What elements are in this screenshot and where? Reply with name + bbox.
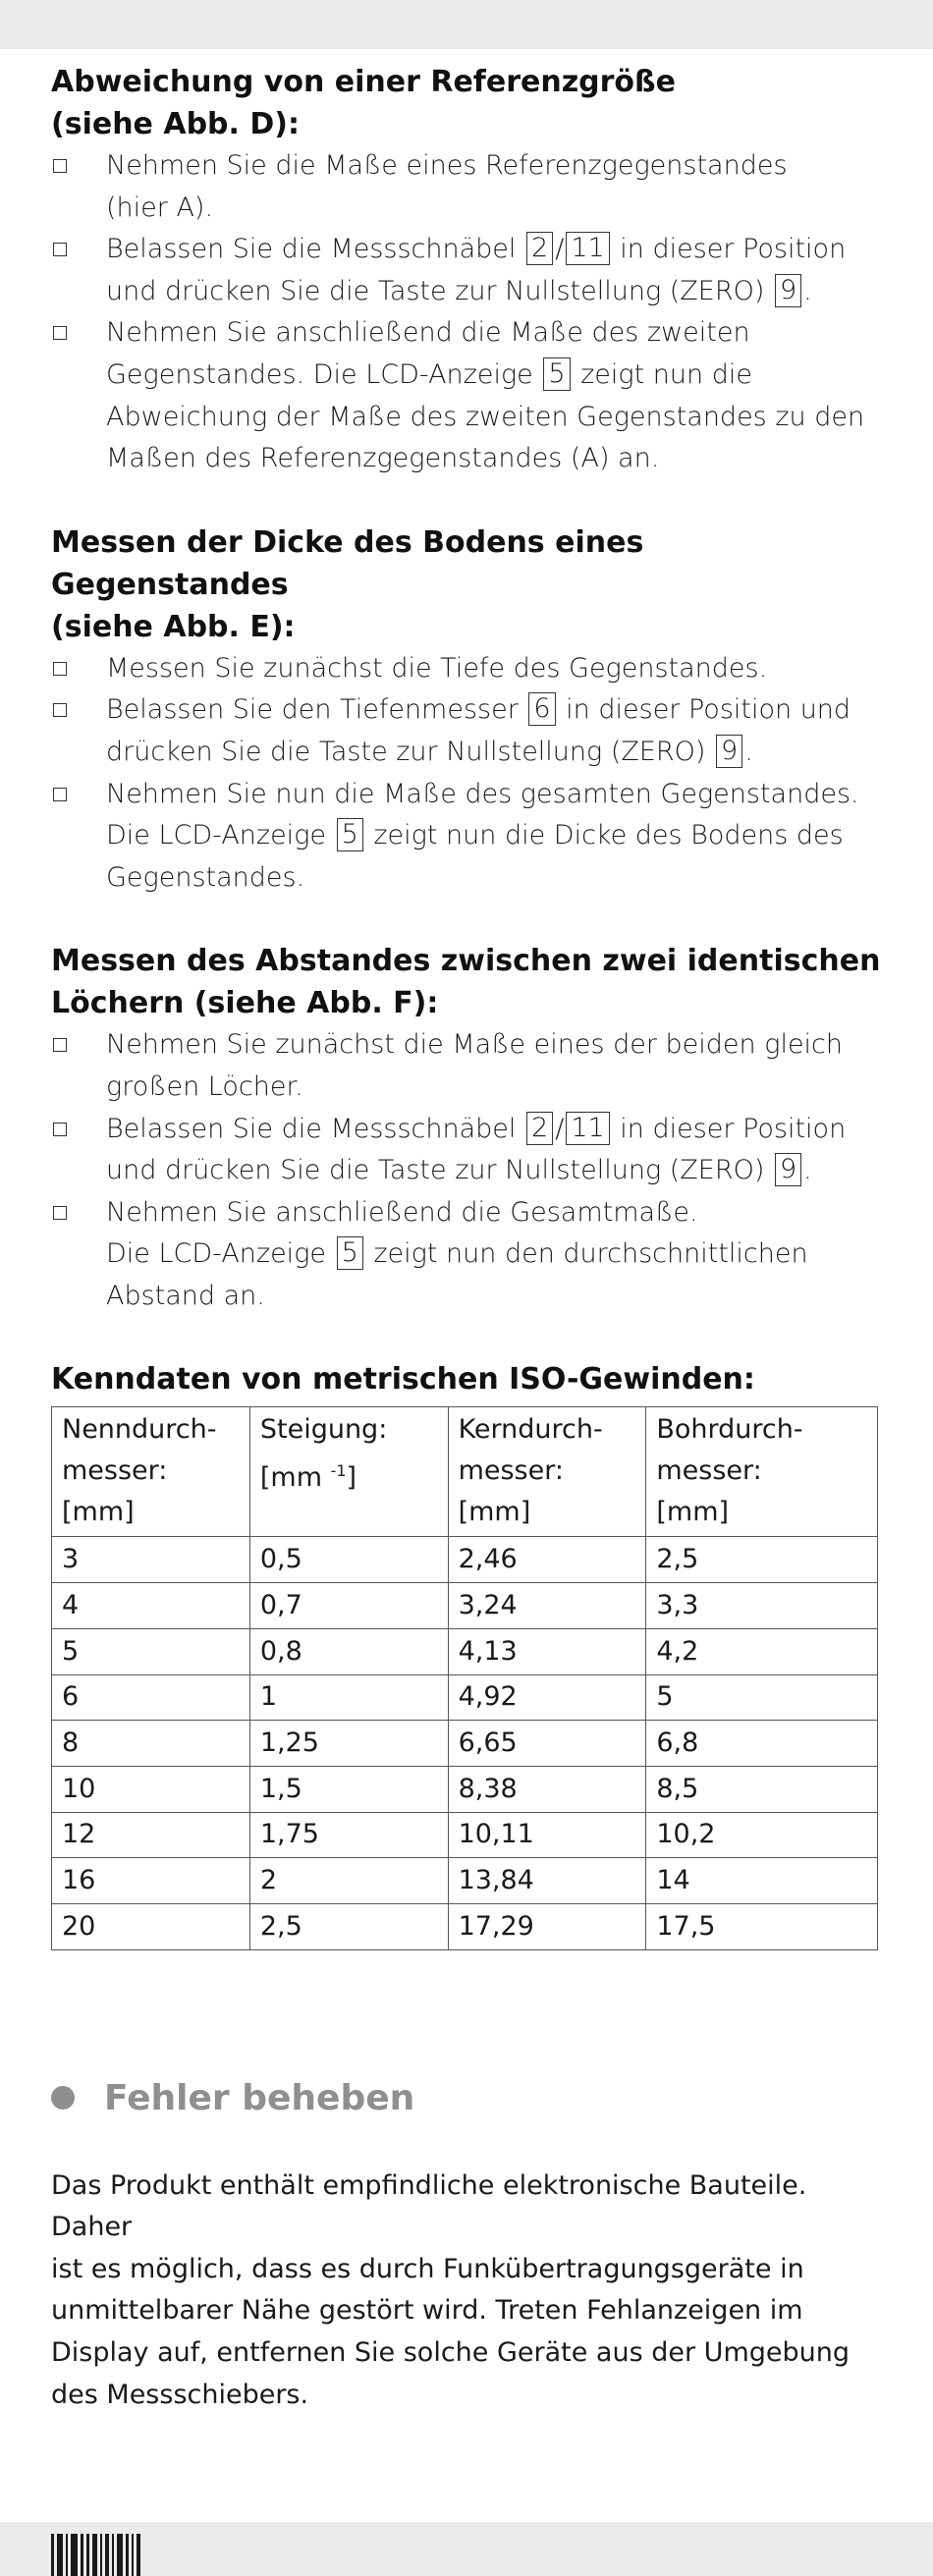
- list-item: Belassen Sie den Tiefenmesser 6 in dieser Position und drücken Sie die Taste zur Nullstellung (ZERO) 9 .: [51, 689, 882, 773]
- step-list: [51, 648, 882, 900]
- table-cell: 10,11: [448, 1812, 646, 1858]
- checkbox-square-icon: [53, 662, 67, 676]
- table-cell: 1: [249, 1674, 448, 1721]
- table-cell: 20: [52, 1903, 250, 1949]
- table-cell: 10: [52, 1766, 250, 1812]
- instruction-sections: [51, 61, 882, 1317]
- table-body: [52, 1537, 878, 1949]
- table-row: [52, 1674, 878, 1721]
- part-reference-number: 5: [337, 1236, 363, 1270]
- checkbox-square-icon: [53, 703, 67, 717]
- table-cell: 17,5: [646, 1903, 878, 1949]
- iso-thread-table: [51, 1406, 878, 1949]
- table-cell: 1,75: [249, 1812, 448, 1858]
- section-title: Messen des Abstandes zwischen zwei identischen Löchern (siehe Abb. F):: [51, 944, 881, 1021]
- table-title: Kenndaten von metrischen ISO-Gewinden:: [51, 1362, 755, 1398]
- checkbox-square-icon: [53, 1038, 67, 1052]
- barcode-icon: [51, 2534, 143, 2576]
- checkbox-square-icon: [53, 159, 67, 173]
- instruction-section: [51, 521, 882, 900]
- table-cell: 1,25: [249, 1721, 448, 1767]
- part-reference-number: 5: [337, 818, 363, 851]
- list-item: Nehmen Sie anschließend die Gesamtmaße. Die LCD-Anzeige 5 zeigt nun den durchschnittlichen Abstand an.: [51, 1192, 882, 1318]
- table-cell: 8: [52, 1721, 250, 1767]
- table-cell: 6,65: [448, 1721, 646, 1767]
- checkbox-square-icon: [53, 1206, 67, 1220]
- checkbox-square-icon: [53, 1123, 67, 1136]
- instruction-section: [51, 61, 882, 480]
- table-header-row: [52, 1407, 878, 1537]
- table-cell: 0,8: [249, 1628, 448, 1674]
- step-list: [51, 145, 882, 480]
- list-item: Messen Sie zunächst die Tiefe des Gegenstandes.: [51, 648, 882, 690]
- list-item: Nehmen Sie zunächst die Maße eines der beiden gleich großen Löcher.: [51, 1024, 882, 1108]
- table-cell: 5: [646, 1674, 878, 1721]
- table-cell: 16: [52, 1858, 250, 1904]
- table-cell: 2,5: [249, 1903, 448, 1949]
- table-cell: 2,46: [448, 1537, 646, 1583]
- table-cell: 8,38: [448, 1766, 646, 1812]
- table-cell: 8,5: [646, 1766, 878, 1812]
- list-item: Nehmen Sie nun die Maße des gesamten Gegenstandes. Die LCD-Anzeige 5 zeigt nun die Dicke des Bodens des Gegenstandes.: [51, 774, 882, 900]
- table-header-cell: Steigung: [mm $^{-1}$]: [249, 1407, 448, 1537]
- table-cell: 2,5: [646, 1537, 878, 1583]
- part-reference-number: 5: [543, 357, 570, 391]
- table-row: [52, 1721, 878, 1767]
- list-item: Nehmen Sie anschließend die Maße des zweiten Gegenstandes. Die LCD-Anzeige 5 zeigt nun die Abweichung der Maße des zweiten Gegenstandes zu den Maßen des Referenzgegenstandes (A) an.: [51, 312, 882, 479]
- table-row: [52, 1628, 878, 1674]
- table-cell: 5: [52, 1628, 250, 1674]
- table-row: [52, 1903, 878, 1949]
- table-header-cell: Kerndurch- messer: [mm]: [448, 1407, 646, 1537]
- table-cell: 4,2: [646, 1628, 878, 1674]
- list-item: Nehmen Sie die Maße eines Referenzgegenstandes (hier A).: [51, 145, 882, 229]
- table-cell: 4,13: [448, 1628, 646, 1674]
- part-reference-number: 9: [716, 735, 742, 768]
- document-body: [51, 61, 882, 2416]
- table-row: [52, 1812, 878, 1858]
- table-cell: 12: [52, 1812, 250, 1858]
- table-row: [52, 1858, 878, 1904]
- table-cell: 2: [249, 1858, 448, 1904]
- table-cell: 4,92: [448, 1674, 646, 1721]
- checkbox-square-icon: [53, 788, 67, 801]
- bullet-dot-icon: [51, 2086, 75, 2110]
- table-cell: 3,3: [646, 1583, 878, 1629]
- table-cell: 4: [52, 1583, 250, 1629]
- table-cell: 10,2: [646, 1812, 878, 1858]
- part-reference-number: 11: [566, 232, 609, 265]
- troubleshoot-heading-row: [51, 2078, 882, 2118]
- part-reference-number: 6: [528, 692, 555, 726]
- part-reference-number: 9: [775, 274, 801, 307]
- table-cell: 6: [52, 1674, 250, 1721]
- section-title: Abweichung von einer Referenzgröße (siehe Abb. D):: [51, 65, 676, 141]
- table-row: [52, 1766, 878, 1812]
- checkbox-square-icon: [53, 326, 67, 340]
- instruction-section: [51, 940, 882, 1317]
- list-item: Belassen Sie die Messschnäbel 2 / 11 in dieser Position und drücken Sie die Taste zur Nullstellung (ZERO) 9 .: [51, 1109, 882, 1192]
- step-list: [51, 1024, 882, 1317]
- table-row: [52, 1583, 878, 1629]
- part-reference-number: 9: [775, 1153, 801, 1186]
- table-header-cell: Bohrdurch- messer: [mm]: [646, 1407, 878, 1537]
- table-cell: 14: [646, 1858, 878, 1904]
- section-title: Messen der Dicke des Bodens eines Gegenstandes (siehe Abb. E):: [51, 524, 644, 644]
- troubleshoot-paragraph: Das Produkt enthält empfindliche elektronische Bauteile. Daher ist es möglich, dass es durch Funkübertragungsgeräte in unmittelbarer Nähe gestört wird. Treten Fehlanzeigen im Display auf, entfernen Sie solche Geräte aus der Umgebung des Messschiebers.: [51, 2169, 850, 2410]
- table-cell: 17,29: [448, 1903, 646, 1949]
- troubleshoot-heading: Fehler beheben: [104, 2077, 415, 2118]
- part-reference-number: 2: [526, 1112, 553, 1145]
- top-bar: [0, 0, 933, 49]
- list-item: Belassen Sie die Messschnäbel 2 / 11 in dieser Position und drücken Sie die Taste zur Nullstellung (ZERO) 9 .: [51, 229, 882, 312]
- table-row: [52, 1537, 878, 1583]
- table-cell: 1,5: [249, 1766, 448, 1812]
- table-header-cell: Nenndurch- messer: [mm]: [52, 1407, 250, 1537]
- table-cell: 6,8: [646, 1721, 878, 1767]
- table-cell: 0,5: [249, 1537, 448, 1583]
- table-cell: 0,7: [249, 1583, 448, 1629]
- checkbox-square-icon: [53, 243, 67, 256]
- table-cell: 3,24: [448, 1583, 646, 1629]
- part-reference-number: 11: [566, 1112, 609, 1145]
- part-reference-number: 2: [526, 232, 553, 265]
- table-cell: 3: [52, 1537, 250, 1583]
- table-cell: 13,84: [448, 1858, 646, 1904]
